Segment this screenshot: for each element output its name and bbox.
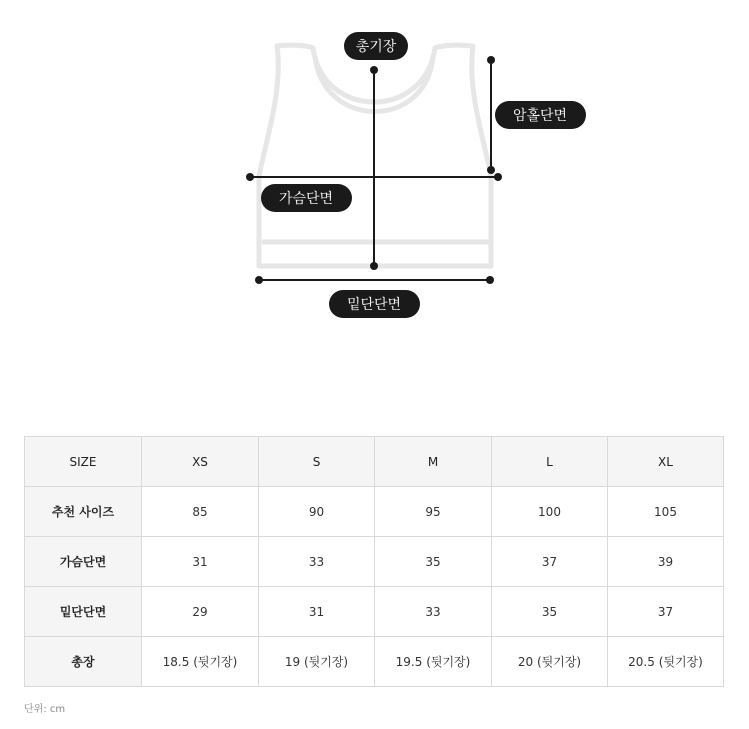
table-cell: 105 — [608, 487, 724, 537]
measurement-lines — [250, 60, 498, 280]
chest-label — [261, 184, 352, 212]
table-cell: 19.5 (뒷기장) — [375, 637, 492, 687]
header-cell: M — [375, 437, 492, 487]
table-cell: 33 — [259, 537, 375, 587]
row-label: 총장 — [25, 637, 142, 687]
row-label: 추천 사이즈 — [25, 487, 142, 537]
row-label: 밑단단면 — [25, 587, 142, 637]
svg-text:가슴단면: 가슴단면 — [278, 191, 334, 207]
table-cell: 18.5 (뒷기장) — [142, 637, 259, 687]
svg-text:총기장: 총기장 — [355, 39, 397, 55]
table-cell: 20 (뒷기장) — [492, 637, 608, 687]
total-length-label — [344, 32, 408, 60]
hem-label — [329, 290, 420, 318]
table-cell: 20.5 (뒷기장) — [608, 637, 724, 687]
header-cell: XL — [608, 437, 724, 487]
table-header-row — [25, 437, 724, 487]
unit-note: 단위: cm — [24, 704, 66, 715]
armhole-label — [495, 101, 586, 129]
header-cell: SIZE — [25, 437, 142, 487]
table-cell: 35 — [492, 587, 608, 637]
table-cell: 100 — [492, 487, 608, 537]
table-cell: 33 — [375, 587, 492, 637]
table-cell: 29 — [142, 587, 259, 637]
table-cell: 37 — [608, 587, 724, 637]
header-cell: L — [492, 437, 608, 487]
svg-text:밑단단면: 밑단단면 — [346, 297, 402, 313]
table-row — [25, 537, 724, 587]
table-row — [25, 637, 724, 687]
table-cell: 90 — [259, 487, 375, 537]
size-table — [24, 436, 724, 687]
svg-text:암홀단면: 암홀단면 — [512, 108, 568, 124]
table-cell: 31 — [142, 537, 259, 587]
table-cell: 85 — [142, 487, 259, 537]
header-cell: S — [259, 437, 375, 487]
header-cell: XS — [142, 437, 259, 487]
table-row — [25, 487, 724, 537]
table-row — [25, 587, 724, 637]
table-cell: 95 — [375, 487, 492, 537]
row-label: 가슴단면 — [25, 537, 142, 587]
table-cell: 37 — [492, 537, 608, 587]
table-cell: 31 — [259, 587, 375, 637]
table-cell: 39 — [608, 537, 724, 587]
table-cell: 35 — [375, 537, 492, 587]
table-cell: 19 (뒷기장) — [259, 637, 375, 687]
